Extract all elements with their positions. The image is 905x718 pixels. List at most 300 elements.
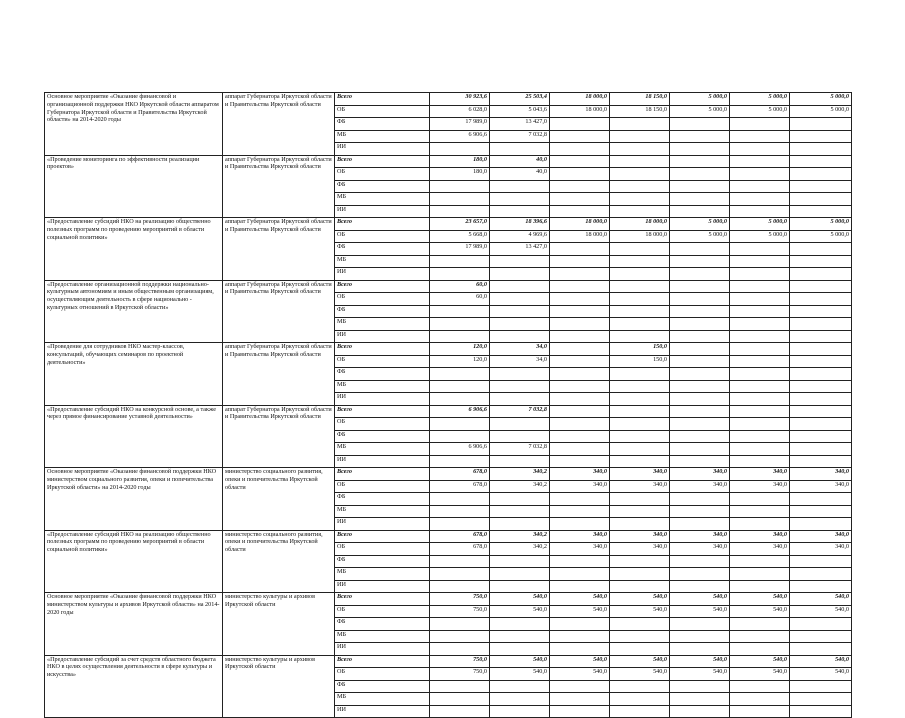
executor-cell: аппарат Губернатора Иркутской области и Правительства Иркутской области bbox=[223, 280, 335, 343]
amount-cell bbox=[430, 680, 490, 693]
amount-cell bbox=[670, 505, 730, 518]
amount-cell: 340,0 bbox=[730, 543, 790, 556]
table-row bbox=[45, 343, 852, 356]
amount-cell bbox=[730, 318, 790, 331]
amount-cell: 540,0 bbox=[670, 655, 730, 668]
amount-cell bbox=[790, 518, 852, 531]
executor-cell: министерство социального развития, опеки и попечительства Иркутской области bbox=[223, 530, 335, 593]
amount-cell: 5 000,0 bbox=[790, 230, 852, 243]
amount-cell bbox=[670, 393, 730, 406]
amount-cell: 750,0 bbox=[430, 655, 490, 668]
funding-source-cell: МБ bbox=[335, 193, 430, 206]
amount-cell bbox=[490, 393, 550, 406]
amount-cell bbox=[490, 318, 550, 331]
amount-cell bbox=[730, 380, 790, 393]
amount-cell bbox=[490, 555, 550, 568]
table-row bbox=[45, 218, 852, 231]
amount-cell bbox=[670, 380, 730, 393]
amount-cell bbox=[550, 130, 610, 143]
amount-cell: 340,0 bbox=[790, 543, 852, 556]
table-row bbox=[45, 280, 852, 293]
amount-cell bbox=[490, 305, 550, 318]
amount-cell bbox=[730, 355, 790, 368]
amount-cell bbox=[490, 518, 550, 531]
amount-cell bbox=[790, 318, 852, 331]
funding-source-cell: МБ bbox=[335, 568, 430, 581]
amount-cell: 18 000,0 bbox=[550, 93, 610, 106]
amount-cell bbox=[550, 455, 610, 468]
amount-cell bbox=[670, 280, 730, 293]
funding-source-cell: ИИ bbox=[335, 205, 430, 218]
amount-cell bbox=[670, 268, 730, 281]
amount-cell bbox=[430, 518, 490, 531]
amount-cell: 30 923,6 bbox=[430, 93, 490, 106]
amount-cell bbox=[490, 643, 550, 656]
funding-source-cell: ФБ bbox=[335, 618, 430, 631]
funding-source-cell: ОБ bbox=[335, 230, 430, 243]
amount-cell: 18 000,0 bbox=[550, 218, 610, 231]
amount-cell: 4 969,6 bbox=[490, 230, 550, 243]
amount-cell bbox=[490, 418, 550, 431]
amount-cell: 750,0 bbox=[430, 668, 490, 681]
amount-cell bbox=[490, 293, 550, 306]
amount-cell: 150,0 bbox=[610, 355, 670, 368]
amount-cell: 150,0 bbox=[610, 343, 670, 356]
amount-cell bbox=[790, 405, 852, 418]
funding-source-cell: ОБ bbox=[335, 168, 430, 181]
amount-cell: 60,0 bbox=[430, 280, 490, 293]
amount-cell bbox=[490, 630, 550, 643]
amount-cell bbox=[550, 255, 610, 268]
amount-cell bbox=[670, 355, 730, 368]
amount-cell bbox=[670, 193, 730, 206]
funding-source-cell: МБ bbox=[335, 318, 430, 331]
amount-cell bbox=[550, 280, 610, 293]
amount-cell bbox=[790, 493, 852, 506]
amount-cell: 540,0 bbox=[610, 668, 670, 681]
amount-cell bbox=[550, 368, 610, 381]
amount-cell bbox=[550, 393, 610, 406]
amount-cell bbox=[550, 193, 610, 206]
funding-source-cell: ОБ bbox=[335, 543, 430, 556]
amount-cell: 540,0 bbox=[610, 593, 670, 606]
amount-cell bbox=[490, 680, 550, 693]
amount-cell bbox=[790, 555, 852, 568]
amount-cell bbox=[670, 418, 730, 431]
amount-cell bbox=[550, 355, 610, 368]
amount-cell bbox=[430, 643, 490, 656]
amount-cell bbox=[790, 705, 852, 718]
amount-cell bbox=[730, 243, 790, 256]
amount-cell bbox=[550, 630, 610, 643]
amount-cell bbox=[610, 118, 670, 131]
amount-cell bbox=[670, 330, 730, 343]
funding-source-cell: ИИ bbox=[335, 393, 430, 406]
amount-cell bbox=[490, 568, 550, 581]
amount-cell: 540,0 bbox=[610, 605, 670, 618]
amount-cell bbox=[490, 268, 550, 281]
funding-source-cell: ФБ bbox=[335, 555, 430, 568]
amount-cell: 340,0 bbox=[790, 530, 852, 543]
funding-source-cell: МБ bbox=[335, 630, 430, 643]
amount-cell bbox=[490, 580, 550, 593]
amount-cell: 23 657,0 bbox=[430, 218, 490, 231]
amount-cell bbox=[610, 305, 670, 318]
amount-cell bbox=[610, 380, 670, 393]
amount-cell bbox=[610, 455, 670, 468]
amount-cell: 40,0 bbox=[490, 155, 550, 168]
amount-cell bbox=[610, 430, 670, 443]
amount-cell bbox=[790, 418, 852, 431]
amount-cell bbox=[730, 368, 790, 381]
amount-cell bbox=[550, 493, 610, 506]
amount-cell bbox=[550, 243, 610, 256]
amount-cell bbox=[550, 118, 610, 131]
amount-cell bbox=[670, 455, 730, 468]
funding-source-cell: ОБ bbox=[335, 293, 430, 306]
amount-cell: 340,0 bbox=[670, 530, 730, 543]
amount-cell bbox=[490, 205, 550, 218]
amount-cell: 17 989,0 bbox=[430, 118, 490, 131]
amount-cell bbox=[670, 618, 730, 631]
amount-cell: 340,0 bbox=[670, 480, 730, 493]
amount-cell bbox=[670, 368, 730, 381]
amount-cell: 340,0 bbox=[550, 468, 610, 481]
amount-cell bbox=[670, 168, 730, 181]
amount-cell bbox=[670, 180, 730, 193]
amount-cell: 340,0 bbox=[670, 468, 730, 481]
amount-cell bbox=[610, 443, 670, 456]
amount-cell: 5 000,0 bbox=[790, 218, 852, 231]
amount-cell bbox=[730, 418, 790, 431]
amount-cell: 120,0 bbox=[430, 355, 490, 368]
amount-cell bbox=[790, 443, 852, 456]
funding-source-cell: Всего bbox=[335, 280, 430, 293]
amount-cell bbox=[730, 330, 790, 343]
amount-cell bbox=[430, 305, 490, 318]
amount-cell: 5 000,0 bbox=[670, 230, 730, 243]
amount-cell: 340,0 bbox=[730, 530, 790, 543]
amount-cell: 540,0 bbox=[550, 668, 610, 681]
funding-source-cell: МБ bbox=[335, 505, 430, 518]
amount-cell bbox=[730, 393, 790, 406]
amount-cell bbox=[790, 380, 852, 393]
executor-cell: министерство культуры и архивов Иркутской области bbox=[223, 593, 335, 656]
amount-cell bbox=[550, 293, 610, 306]
amount-cell bbox=[730, 580, 790, 593]
funding-source-cell: ФБ bbox=[335, 305, 430, 318]
amount-cell bbox=[790, 618, 852, 631]
amount-cell: 5 000,0 bbox=[670, 218, 730, 231]
amount-cell bbox=[730, 705, 790, 718]
amount-cell bbox=[490, 330, 550, 343]
amount-cell bbox=[490, 618, 550, 631]
amount-cell bbox=[730, 568, 790, 581]
amount-cell bbox=[670, 555, 730, 568]
amount-cell: 750,0 bbox=[430, 593, 490, 606]
amount-cell bbox=[610, 518, 670, 531]
amount-cell: 540,0 bbox=[550, 655, 610, 668]
amount-cell bbox=[730, 205, 790, 218]
executor-cell: аппарат Губернатора Иркутской области и Правительства Иркутской области bbox=[223, 155, 335, 218]
amount-cell bbox=[490, 193, 550, 206]
amount-cell: 340,0 bbox=[790, 480, 852, 493]
amount-cell bbox=[790, 505, 852, 518]
amount-cell bbox=[430, 380, 490, 393]
amount-cell: 340,0 bbox=[550, 543, 610, 556]
amount-cell bbox=[730, 680, 790, 693]
amount-cell bbox=[550, 205, 610, 218]
amount-cell bbox=[430, 555, 490, 568]
amount-cell bbox=[670, 705, 730, 718]
amount-cell bbox=[430, 630, 490, 643]
amount-cell bbox=[670, 493, 730, 506]
amount-cell: 340,0 bbox=[550, 480, 610, 493]
funding-source-cell: ОБ bbox=[335, 668, 430, 681]
amount-cell bbox=[610, 280, 670, 293]
amount-cell bbox=[670, 405, 730, 418]
amount-cell bbox=[730, 143, 790, 156]
amount-cell: 5 000,0 bbox=[790, 93, 852, 106]
amount-cell bbox=[790, 293, 852, 306]
amount-cell bbox=[670, 205, 730, 218]
amount-cell bbox=[430, 318, 490, 331]
amount-cell bbox=[610, 405, 670, 418]
amount-cell bbox=[790, 580, 852, 593]
table-row bbox=[45, 93, 852, 106]
amount-cell: 18 000,0 bbox=[610, 230, 670, 243]
amount-cell: 540,0 bbox=[730, 655, 790, 668]
amount-cell bbox=[730, 168, 790, 181]
amount-cell bbox=[550, 568, 610, 581]
amount-cell: 340,2 bbox=[490, 543, 550, 556]
amount-cell bbox=[430, 430, 490, 443]
amount-cell bbox=[610, 643, 670, 656]
amount-cell bbox=[790, 205, 852, 218]
amount-cell bbox=[670, 680, 730, 693]
funding-source-cell: ФБ bbox=[335, 430, 430, 443]
amount-cell bbox=[490, 493, 550, 506]
amount-cell bbox=[490, 280, 550, 293]
amount-cell bbox=[490, 180, 550, 193]
funding-source-cell: ФБ bbox=[335, 180, 430, 193]
funding-source-cell: МБ bbox=[335, 693, 430, 706]
executor-cell: аппарат Губернатора Иркутской области и Правительства Иркутской области bbox=[223, 218, 335, 281]
amount-cell bbox=[430, 493, 490, 506]
amount-cell: 540,0 bbox=[550, 605, 610, 618]
funding-source-cell: Всего bbox=[335, 655, 430, 668]
amount-cell bbox=[490, 455, 550, 468]
amount-cell bbox=[670, 155, 730, 168]
amount-cell bbox=[790, 155, 852, 168]
amount-cell bbox=[790, 305, 852, 318]
amount-cell bbox=[670, 643, 730, 656]
executor-cell: аппарат Губернатора Иркутской области и Правительства Иркутской области bbox=[223, 93, 335, 156]
amount-cell bbox=[490, 143, 550, 156]
activity-name-cell: «Предоставление организационной поддержки национально-культурным автономиям и иным общественным организациям, осуществляющим деятельность в сфере национально - культурных отношений в Иркутской области» bbox=[45, 280, 223, 343]
amount-cell bbox=[430, 505, 490, 518]
amount-cell: 18 000,0 bbox=[550, 230, 610, 243]
amount-cell: 5 000,0 bbox=[730, 230, 790, 243]
amount-cell: 750,0 bbox=[430, 605, 490, 618]
amount-cell bbox=[670, 443, 730, 456]
amount-cell bbox=[790, 455, 852, 468]
amount-cell bbox=[790, 268, 852, 281]
amount-cell: 678,0 bbox=[430, 480, 490, 493]
funding-source-cell: ФБ bbox=[335, 118, 430, 131]
funding-source-cell: ОБ bbox=[335, 355, 430, 368]
amount-cell bbox=[550, 168, 610, 181]
amount-cell bbox=[490, 255, 550, 268]
funding-source-cell: ИИ bbox=[335, 580, 430, 593]
funding-source-cell: Всего bbox=[335, 468, 430, 481]
funding-source-cell: Всего bbox=[335, 93, 430, 106]
executor-cell: аппарат Губернатора Иркутской области и Правительства Иркутской области bbox=[223, 405, 335, 468]
funding-source-cell: ОБ bbox=[335, 418, 430, 431]
activity-name-cell: Основное мероприятие «Оказание финансовой и организационной поддержки НКО Иркутской области аппаратом Губернатора Иркутской области и Правительства Иркутской области» на 2014-2020 годы bbox=[45, 93, 223, 156]
amount-cell: 5 000,0 bbox=[730, 218, 790, 231]
funding-source-cell: ИИ bbox=[335, 330, 430, 343]
amount-cell: 340,0 bbox=[610, 468, 670, 481]
amount-cell: 180,0 bbox=[430, 168, 490, 181]
amount-cell bbox=[550, 330, 610, 343]
amount-cell: 180,0 bbox=[430, 155, 490, 168]
amount-cell bbox=[610, 568, 670, 581]
amount-cell bbox=[730, 343, 790, 356]
activity-name-cell: «Проведение мониторинга по эффективности реализации проектов» bbox=[45, 155, 223, 218]
funding-source-cell: Всего bbox=[335, 593, 430, 606]
amount-cell: 340,0 bbox=[730, 480, 790, 493]
amount-cell: 40,0 bbox=[490, 168, 550, 181]
amount-cell: 540,0 bbox=[490, 655, 550, 668]
amount-cell bbox=[430, 418, 490, 431]
amount-cell bbox=[550, 618, 610, 631]
amount-cell: 13 427,0 bbox=[490, 243, 550, 256]
amount-cell: 540,0 bbox=[790, 655, 852, 668]
amount-cell bbox=[610, 293, 670, 306]
amount-cell bbox=[790, 643, 852, 656]
amount-cell bbox=[730, 618, 790, 631]
funding-source-cell: ОБ bbox=[335, 480, 430, 493]
amount-cell bbox=[610, 243, 670, 256]
amount-cell bbox=[670, 580, 730, 593]
funding-source-cell: ФБ bbox=[335, 493, 430, 506]
amount-cell: 5 000,0 bbox=[730, 93, 790, 106]
amount-cell: 7 032,8 bbox=[490, 443, 550, 456]
amount-cell bbox=[730, 180, 790, 193]
amount-cell bbox=[610, 205, 670, 218]
amount-cell bbox=[790, 280, 852, 293]
amount-cell bbox=[550, 305, 610, 318]
amount-cell: 540,0 bbox=[670, 605, 730, 618]
amount-cell bbox=[610, 705, 670, 718]
funding-source-cell: ФБ bbox=[335, 680, 430, 693]
funding-source-cell: Всего bbox=[335, 530, 430, 543]
amount-cell bbox=[670, 343, 730, 356]
amount-cell: 540,0 bbox=[490, 668, 550, 681]
amount-cell: 540,0 bbox=[790, 668, 852, 681]
amount-cell bbox=[730, 493, 790, 506]
amount-cell bbox=[550, 405, 610, 418]
amount-cell: 340,0 bbox=[730, 468, 790, 481]
amount-cell: 6 028,0 bbox=[430, 105, 490, 118]
amount-cell bbox=[730, 293, 790, 306]
amount-cell bbox=[730, 430, 790, 443]
funding-source-cell: МБ bbox=[335, 255, 430, 268]
amount-cell: 540,0 bbox=[550, 593, 610, 606]
amount-cell bbox=[610, 168, 670, 181]
amount-cell bbox=[790, 130, 852, 143]
amount-cell bbox=[610, 493, 670, 506]
amount-cell bbox=[790, 368, 852, 381]
activity-name-cell: «Предоставление субсидий НКО на реализацию общественно полезных программ по проведению мероприятий в области социальной политики» bbox=[45, 218, 223, 281]
amount-cell bbox=[550, 555, 610, 568]
amount-cell bbox=[610, 330, 670, 343]
amount-cell bbox=[730, 280, 790, 293]
amount-cell: 120,0 bbox=[430, 343, 490, 356]
amount-cell bbox=[550, 318, 610, 331]
activity-name-cell: Основное мероприятие «Оказание финансовой поддержки НКО министерством культуры и архивов Иркутской области» на 2014-2020 годы bbox=[45, 593, 223, 656]
amount-cell: 6 906,6 bbox=[430, 405, 490, 418]
amount-cell bbox=[730, 155, 790, 168]
amount-cell: 340,0 bbox=[670, 543, 730, 556]
amount-cell bbox=[610, 318, 670, 331]
table-row bbox=[45, 468, 852, 481]
amount-cell: 340,2 bbox=[490, 530, 550, 543]
amount-cell bbox=[610, 618, 670, 631]
amount-cell bbox=[550, 505, 610, 518]
amount-cell bbox=[430, 205, 490, 218]
amount-cell bbox=[610, 393, 670, 406]
amount-cell: 13 427,0 bbox=[490, 118, 550, 131]
amount-cell bbox=[670, 143, 730, 156]
amount-cell: 18 150,0 bbox=[610, 93, 670, 106]
amount-cell: 34,0 bbox=[490, 355, 550, 368]
amount-cell bbox=[730, 118, 790, 131]
executor-cell: министерство социального развития, опеки и попечительства Иркутской области bbox=[223, 468, 335, 531]
amount-cell: 7 032,8 bbox=[490, 405, 550, 418]
amount-cell: 540,0 bbox=[490, 593, 550, 606]
amount-cell bbox=[550, 643, 610, 656]
amount-cell bbox=[610, 143, 670, 156]
amount-cell bbox=[670, 243, 730, 256]
amount-cell bbox=[430, 193, 490, 206]
amount-cell bbox=[610, 555, 670, 568]
amount-cell: 678,0 bbox=[430, 543, 490, 556]
amount-cell bbox=[610, 155, 670, 168]
amount-cell bbox=[790, 243, 852, 256]
amount-cell bbox=[790, 330, 852, 343]
funding-source-cell: МБ bbox=[335, 380, 430, 393]
amount-cell bbox=[730, 443, 790, 456]
amount-cell bbox=[430, 255, 490, 268]
amount-cell bbox=[730, 555, 790, 568]
amount-cell bbox=[790, 255, 852, 268]
amount-cell bbox=[550, 180, 610, 193]
funding-source-cell: Всего bbox=[335, 155, 430, 168]
amount-cell bbox=[610, 505, 670, 518]
amount-cell bbox=[490, 505, 550, 518]
amount-cell bbox=[730, 630, 790, 643]
funding-source-cell: ИИ bbox=[335, 518, 430, 531]
funding-source-cell: ИИ bbox=[335, 268, 430, 281]
amount-cell: 340,0 bbox=[610, 543, 670, 556]
amount-cell bbox=[430, 705, 490, 718]
amount-cell bbox=[790, 143, 852, 156]
amount-cell bbox=[550, 430, 610, 443]
executor-cell: министерство культуры и архивов Иркутской области bbox=[223, 655, 335, 718]
amount-cell bbox=[550, 443, 610, 456]
